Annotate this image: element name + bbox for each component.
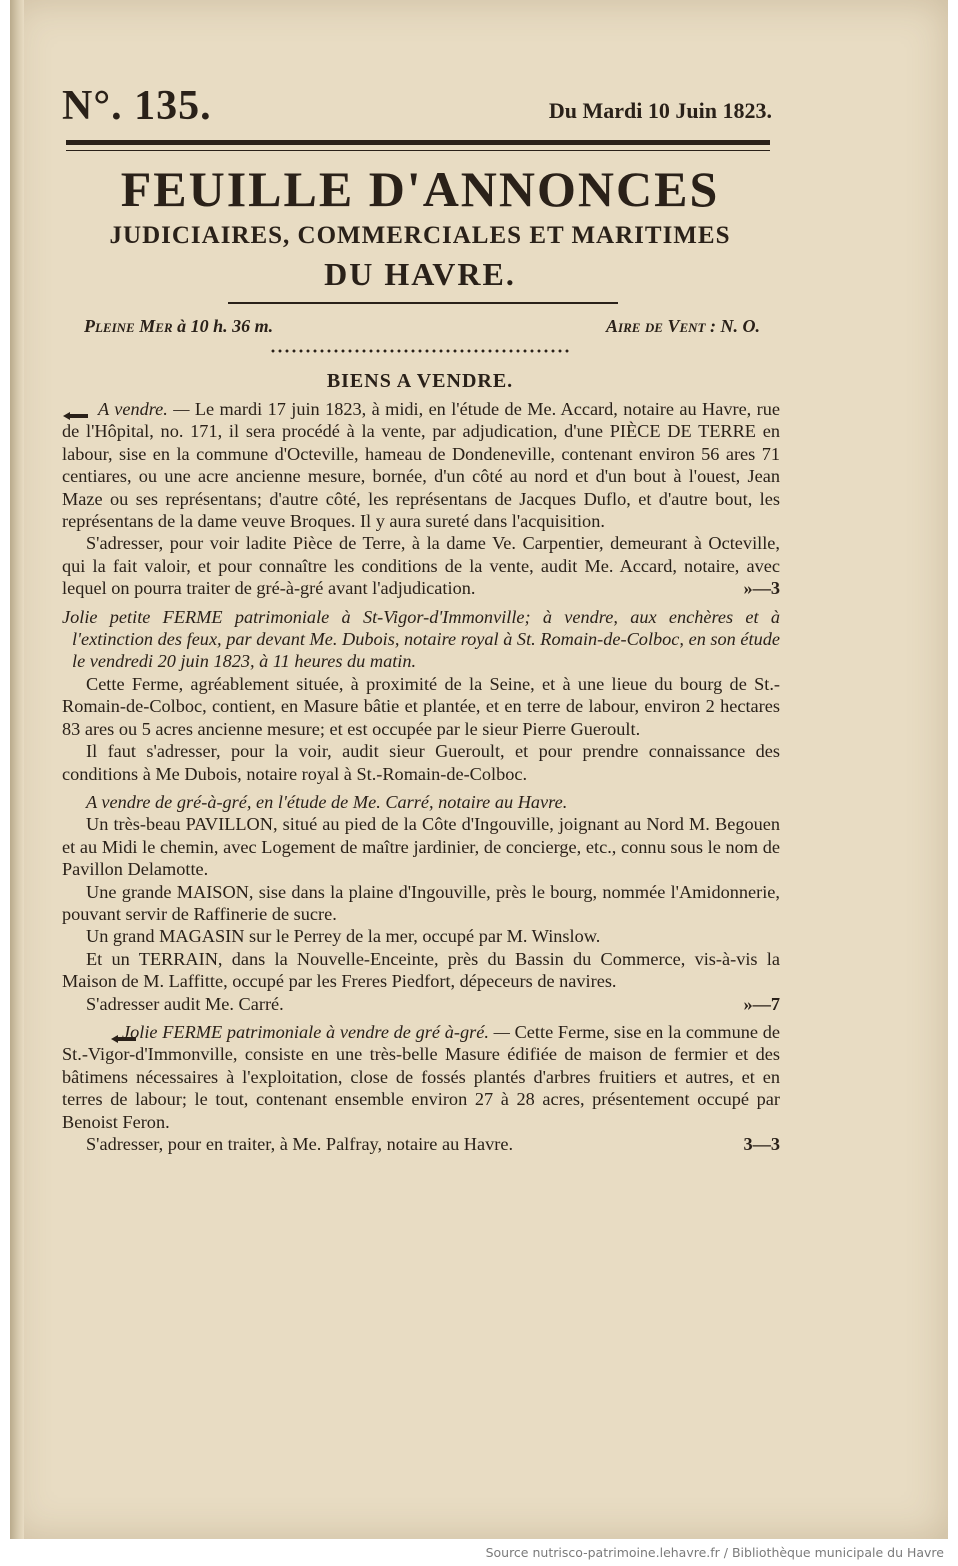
pointing-hand-icon [86,1028,114,1040]
ad-4-paragraph-1 [62,1021,780,1133]
ad-4-contact: S'adresser, pour en traiter, à Me. Palfray, notaire au Havre. [86,1134,514,1154]
ad-3-heading: A vendre de gré-à-gré, en l'étude de Me. Carré, notaire au Havre. [86,791,568,812]
newspaper-city: DU HAVRE. [324,256,516,292]
wind-info [606,316,760,337]
tide-wind-line [84,316,760,342]
tide-label: Pleine Mer [84,316,173,336]
newspaper-title: FEUILLE D'ANNONCES [120,161,720,217]
masthead-rule-thin [66,150,770,151]
decorative-wavy-rule [270,348,570,354]
ad-4-text: Cette Ferme, sise en la commune de St.-Vigor-d'Immonville, consiste en une très-belle Masure édifiée de maison de fermier et des bâtimens nécessaires à l'exploitation, close de fossés plantés d'arbres fruitiers et autres, et en terres de labour; le tout, contenant ensemble environ 27 à 28 acres, présentement occupé par Benoist Feron. [62,1021,780,1132]
section-title: BIENS A VENDRE. [326,370,514,392]
ad-3-paragraph-4: Et un TERRAIN, dans la Nouvelle-Enceinte, près du Bassin du Commerce, vis-à-vis la Maison de M. Laffitte, occupé par les Freres Piedfort, dépeceurs de navires. [62,948,780,992]
title-rule [228,302,618,304]
masthead-header [62,82,772,132]
ad-3-paragraph-5 [62,993,780,1015]
ad-1-contact: S'adresser, pour voir ladite Pièce de Terre, à la dame Ve. Carpentier, demeurant à Octeville, qui la fait valoir, et pour connaître les conditions de la vente, audit Me. Accard, notaire, avec lequel on pourra traiter de gré-à-gré avant l'adjudication. [62,533,780,599]
newspaper-subtitle: JUDICIAIRES, COMMERCIALES ET MARITIMES [109,222,731,249]
ad-2-paragraph-2: Il faut s'adresser, pour la voir, audit sieur Gueroult, et pour prendre connaissance des conditions à Me Dubois, notaire royal à St.-Romain-de-Colboc. [62,741,780,784]
ad-1-paragraph-1 [62,398,780,532]
masthead-rule-thick [66,140,770,145]
tide-value: à 10 h. 36 m. [177,316,274,336]
ad-4-reference: 3—3 [743,1134,780,1154]
ad-4-paragraph-2 [62,1133,780,1155]
ad-3-contact: S'adresser audit Me. Carré. [86,993,284,1014]
tide-info [84,316,273,337]
ad-1-lead: A vendre. — [98,399,190,419]
wind-label: Aire de Vent [606,316,706,336]
ad-3-reference: »—7 [743,993,780,1014]
ad-2-paragraph-1: Cette Ferme, agréablement située, à proximité de la Seine, et à une lieue du bourg de St.-Romain-de-Colboc, contient, en Masure bâtie et plantée, et en terre de labour, environ 2 hectares 83 ares ou 5 acres ancienne mesure; et est occupée par le sieur Pierre Gueroult. [62,673,780,739]
issue-date: Du Mardi 10 Juin 1823. [548,98,772,123]
ad-3-paragraph-2: Une grande MAISON, sise dans la plaine d'Ingouville, près le bourg, nommée l'Amidonnerie, pouvant servir de Raffinerie de sucre. [62,881,780,924]
ad-3-paragraph-3: Un grand MAGASIN sur le Perrey de la mer, occupé par M. Winslow. [86,926,601,947]
announcements-body [62,398,780,1155]
pointing-hand-icon [62,405,90,417]
page-binding-edge [10,0,24,1539]
ad-1-paragraph-2 [62,532,780,599]
ad-3-paragraph-1: Un très-beau PAVILLON, situé au pied de la Côte d'Ingouville, joignant au Nord M. Begouen et au Midi le chemin, avec Logement de maître jardinier, de concierge, etc., connu sous le nom de Pavillon Delamotte. [62,814,780,880]
ad-1-text: Le mardi 17 juin 1823, à midi, en l'étude de Me. Accard, notaire au Havre, rue de l'Hôpital, no. 171, il sera procédé à la vente, par adjudication, d'une PIÈCE DE TERRE en labour, sise en la commune d'Octeville, hameau de Dondeneville, contenant environ 56 ares 71 centiares, ou une acre ancienne mesure, bornée, d'un côté au nord et d'un bout à l'ouest, Jean Maze ou ses représentans; d'autre côté, les représentans de Jacques Duflo, et d'autre bout, les représentans de la dame veuve Broques. Il y aura sureté dans l'acquisition. [62,399,780,532]
source-credit: Source nutrisco-patrimoine.lehavre.fr / Bibliothèque municipale du Havre [485,1545,944,1560]
ad-4-lead: Jolie FERME patrimoniale à vendre de gré à-gré. — [122,1021,510,1042]
ad-1-reference: »—3 [743,578,780,599]
issue-number: N°. 135. [62,83,212,129]
wind-value: : N. O. [710,316,760,336]
ad-2-heading: Jolie petite FERME patrimoniale à St-Vigor-d'Immonville; à vendre, aux enchères et à l'extinction des feux, par devant Me. Dubois, notaire royal à St. Romain-de-Colboc, en son étude le vendredi 20 juin 1823, à 11 heures du matin. [62,606,780,672]
